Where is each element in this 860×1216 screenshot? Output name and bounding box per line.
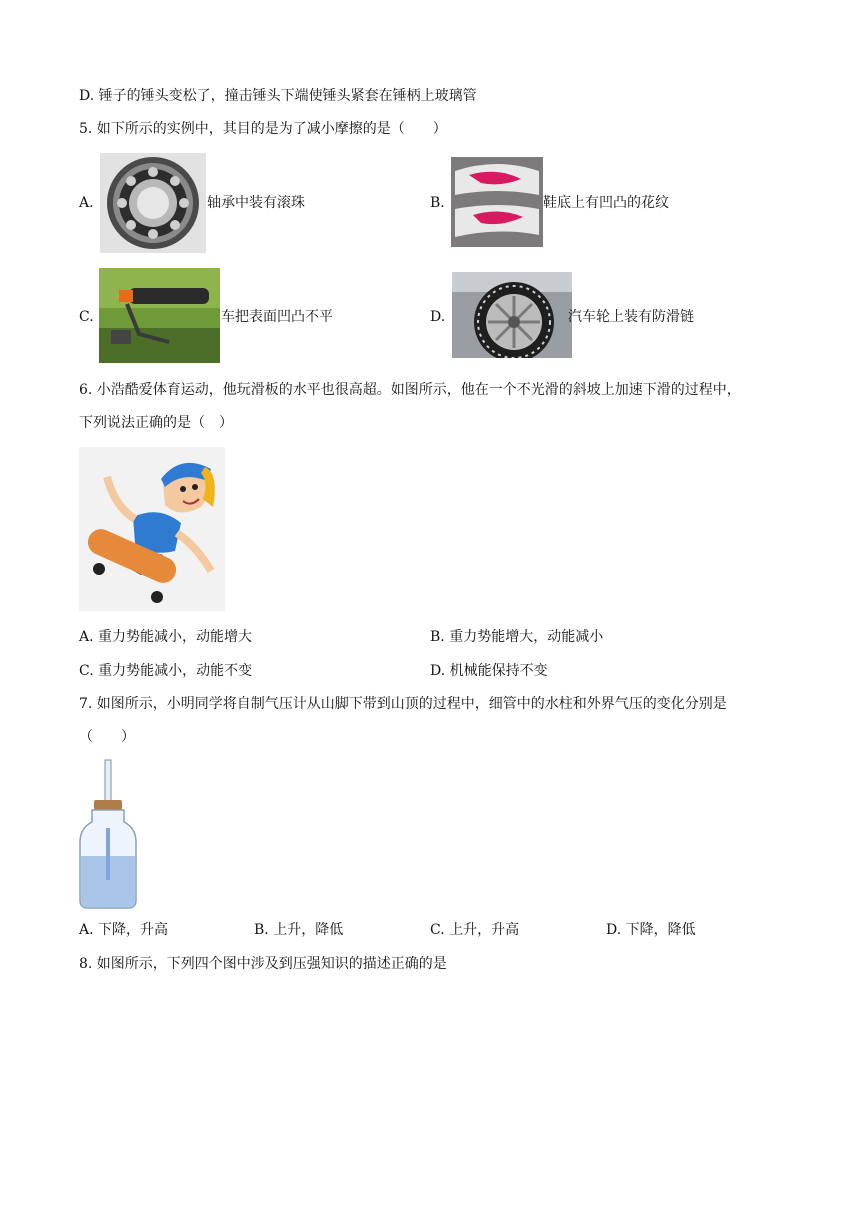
q7-option-d: D. 下降，降低 [606,922,696,938]
q6-option-c: C. 重力势能减小，动能不变 [79,663,253,679]
q8-stem: 8. 如图所示，下列四个图中涉及到压强知识的描述正确的是 [79,956,447,972]
q6-stem-line1: 6. 小浩酷爱体育运动，他玩滑板的水平也很高超。如图所示，他在一个不光滑的斜坡上加速下滑的过程中， [79,382,741,398]
q5-option-a-letter: A. [79,195,94,211]
handlebar-image [99,268,220,363]
q5-option-d-caption: 汽车轮上装有防滑链 [568,309,694,325]
q7-stem-line2: （ ） [79,729,135,745]
q5-option-c-letter: C. [79,309,94,325]
barometer-bottle-image [78,758,138,910]
q6-stem-line2: 下列说法正确的是（ ） [79,415,233,431]
q4-option-d: D. 锤子的锤头变松了，撞击锤头下端使锤头紧套在锤柄上玻璃管 [79,88,477,104]
q7-option-c: C. 上升，升高 [430,922,520,938]
q7-option-b: B. 上升，降低 [254,922,344,938]
skateboard-boy-image [79,447,225,611]
q6-option-d: D. 机械能保持不变 [430,663,548,679]
q5-stem: 5. 如下所示的实例中，其目的是为了减小摩擦的是（ ） [79,121,447,137]
bearing-image [100,153,206,253]
q7-stem-line1: 7. 如图所示，小明同学将自制气压计从山脚下带到山顶的过程中，细管中的水柱和外界气压的变化分别是 [79,696,727,712]
q7-option-a: A. 下降，升高 [79,922,169,938]
q5-option-b-caption: 鞋底上有凹凸的花纹 [543,195,669,211]
q5-option-d-letter: D. [430,309,446,325]
q5-option-a-caption: 轴承中装有滚珠 [207,195,305,211]
shoe-sole-image [451,157,543,247]
q5-option-c-caption: 车把表面凹凸不平 [221,309,333,325]
q6-option-a: A. 重力势能减小，动能增大 [79,629,253,645]
q5-option-b-letter: B. [430,195,445,211]
snow-chain-wheel-image [452,272,572,358]
q6-option-b: B. 重力势能增大，动能减小 [430,629,604,645]
